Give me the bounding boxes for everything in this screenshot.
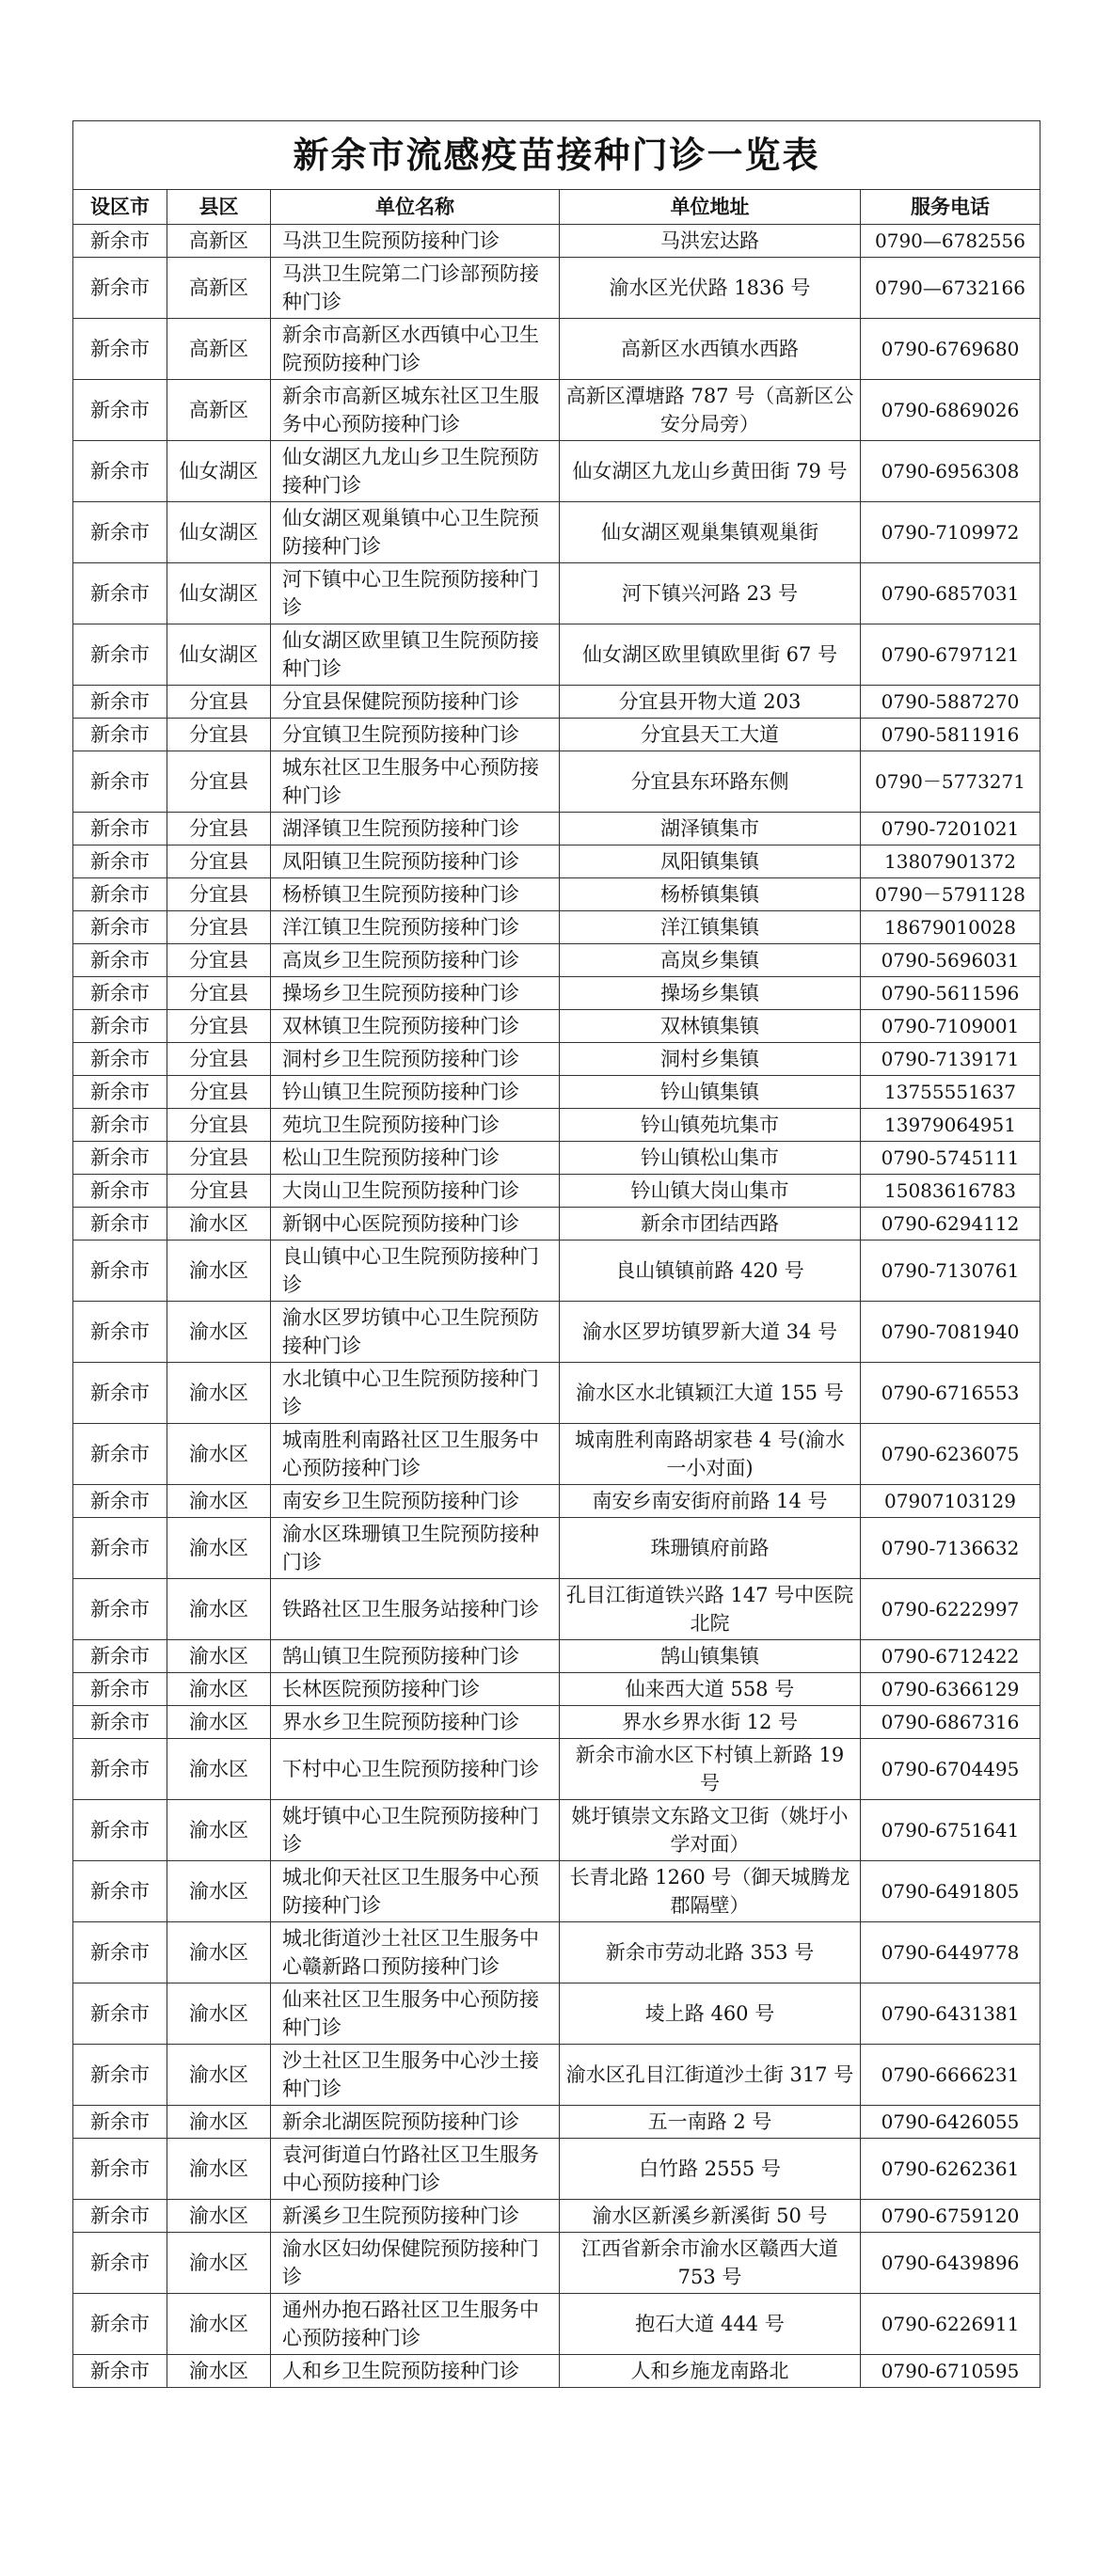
unit-name-cell: 钤山镇卫生院预防接种门诊 [271,1076,560,1109]
address-cell: 新余市劳动北路 353 号 [560,1922,861,1983]
phone-cell: 0790-6867316 [861,1706,1040,1739]
county-cell: 分宜县 [167,813,271,845]
table-row [73,719,1040,751]
city-cell: 新余市 [73,2233,167,2294]
county-cell: 渝水区 [167,2045,271,2106]
table-row [73,1142,1040,1175]
county-cell: 分宜县 [167,1010,271,1043]
table-row [73,1518,1040,1579]
phone-cell: 0790-6869026 [861,380,1040,441]
county-cell: 渝水区 [167,1983,271,2045]
city-cell: 新余市 [73,2106,167,2139]
phone-cell: 0790-7130761 [861,1241,1040,1302]
city-cell: 新余市 [73,502,167,563]
phone-cell: 0790-6857031 [861,563,1040,624]
phone-cell: 0790-7201021 [861,813,1040,845]
county-cell: 分宜县 [167,944,271,977]
phone-cell: 0790-6294112 [861,1208,1040,1241]
city-cell: 新余市 [73,1579,167,1640]
unit-name-col-header: 单位名称 [271,190,560,225]
county-cell: 渝水区 [167,1208,271,1241]
phone-cell: 0790-6712422 [861,1640,1040,1673]
city-cell: 新余市 [73,1706,167,1739]
table-row [73,624,1040,686]
county-col-header: 县区 [167,190,271,225]
address-cell: 堎上路 460 号 [560,1983,861,2045]
table-row [73,1076,1040,1109]
phone-cell: 0790-7109001 [861,1010,1040,1043]
table-row [73,380,1040,441]
address-cell: 界水乡界水街 12 号 [560,1706,861,1739]
county-cell: 渝水区 [167,2294,271,2355]
table-row [73,878,1040,911]
address-cell: 马洪宏达路 [560,225,861,258]
table-row [73,2139,1040,2200]
unit-name-cell: 姚圩镇中心卫生院预防接种门诊 [271,1800,560,1861]
city-cell: 新余市 [73,944,167,977]
unit-name-cell: 水北镇中心卫生院预防接种门诊 [271,1363,560,1424]
table-row [73,502,1040,563]
unit-name-cell: 分宜县保健院预防接种门诊 [271,686,560,719]
unit-name-cell: 良山镇中心卫生院预防接种门诊 [271,1241,560,1302]
phone-cell: 0790—6732166 [861,258,1040,319]
county-cell: 分宜县 [167,1043,271,1076]
table-body [73,225,1040,2388]
unit-name-cell: 马洪卫生院第二门诊部预防接种门诊 [271,258,560,319]
unit-name-cell: 人和乡卫生院预防接种门诊 [271,2355,560,2388]
address-cell: 分宜县开物大道 203 [560,686,861,719]
address-cell: 河下镇兴河路 23 号 [560,563,861,624]
table-row [73,1706,1040,1739]
county-cell: 仙女湖区 [167,563,271,624]
address-cell: 南安乡南安街府前路 14 号 [560,1485,861,1518]
county-cell: 渝水区 [167,1579,271,1640]
county-cell: 分宜县 [167,977,271,1010]
county-cell: 渝水区 [167,2106,271,2139]
address-cell: 凤阳镇集镇 [560,845,861,878]
address-cell: 杨桥镇集镇 [560,878,861,911]
table-row [73,1109,1040,1142]
address-cell: 新余市团结西路 [560,1208,861,1241]
table-row [73,813,1040,845]
table-row [73,2106,1040,2139]
county-cell: 渝水区 [167,1673,271,1706]
unit-name-cell: 仙女湖区观巢镇中心卫生院预防接种门诊 [271,502,560,563]
unit-name-cell: 沙土社区卫生服务中心沙土接种门诊 [271,2045,560,2106]
phone-cell: 0790-6439896 [861,2233,1040,2294]
city-cell: 新余市 [73,977,167,1010]
address-cell: 渝水区光伏路 1836 号 [560,258,861,319]
vaccination-table-sheet [72,120,1040,2388]
city-cell: 新余市 [73,1485,167,1518]
phone-cell: 0790-6426055 [861,2106,1040,2139]
county-cell: 渝水区 [167,1922,271,1983]
unit-name-cell: 渝水区罗坊镇中心卫生院预防接种门诊 [271,1302,560,1363]
address-cell: 洋江镇集镇 [560,911,861,944]
table-row [73,1208,1040,1241]
address-cell: 高新区潭塘路 787 号（高新区公安分局旁） [560,380,861,441]
county-cell: 渝水区 [167,2200,271,2233]
phone-cell: 0790-6262361 [861,2139,1040,2200]
county-cell: 渝水区 [167,1739,271,1800]
page-title: 新余市流感疫苗接种门诊一览表 [73,121,1040,190]
address-cell: 分宜县东环路东侧 [560,751,861,813]
county-cell: 分宜县 [167,686,271,719]
unit-name-cell: 分宜镇卫生院预防接种门诊 [271,719,560,751]
phone-cell: 0790-5611596 [861,977,1040,1010]
city-cell: 新余市 [73,1302,167,1363]
city-cell: 新余市 [73,1109,167,1142]
unit-name-cell: 洋江镇卫生院预防接种门诊 [271,911,560,944]
address-cell: 渝水区罗坊镇罗新大道 34 号 [560,1302,861,1363]
county-cell: 渝水区 [167,1861,271,1922]
unit-name-cell: 松山卫生院预防接种门诊 [271,1142,560,1175]
address-cell: 渝水区新溪乡新溪街 50 号 [560,2200,861,2233]
county-cell: 分宜县 [167,1142,271,1175]
address-cell: 五一南路 2 号 [560,2106,861,2139]
county-cell: 渝水区 [167,1518,271,1579]
address-cell: 孔目江街道铁兴路 147 号中医院北院 [560,1579,861,1640]
unit-name-cell: 城南胜利南路社区卫生服务中心预防接种门诊 [271,1424,560,1485]
table-row [73,1010,1040,1043]
phone-cell: 13807901372 [861,845,1040,878]
county-cell: 渝水区 [167,1241,271,1302]
table-row [73,1175,1040,1208]
address-cell: 城南胜利南路胡家巷 4 号(渝水一小对面) [560,1424,861,1485]
unit-name-cell: 苑坑卫生院预防接种门诊 [271,1109,560,1142]
table-row [73,1673,1040,1706]
city-cell: 新余市 [73,2139,167,2200]
table-row [73,2294,1040,2355]
unit-name-cell: 长林医院预防接种门诊 [271,1673,560,1706]
county-cell: 高新区 [167,380,271,441]
county-cell: 渝水区 [167,1424,271,1485]
phone-cell: 0790-6769680 [861,319,1040,380]
city-cell: 新余市 [73,2200,167,2233]
unit-name-cell: 仙来社区卫生服务中心预防接种门诊 [271,1983,560,2045]
phone-cell: 0790-6236075 [861,1424,1040,1485]
phone-cell: 0790-5887270 [861,686,1040,719]
city-cell: 新余市 [73,1241,167,1302]
county-cell: 渝水区 [167,1706,271,1739]
table-row [73,1485,1040,1518]
address-cell: 渝水区孔目江街道沙土街 317 号 [560,2045,861,2106]
phone-cell: 0790－5791128 [861,878,1040,911]
county-cell: 渝水区 [167,2355,271,2388]
phone-cell: 0790-6491805 [861,1861,1040,1922]
city-cell: 新余市 [73,1983,167,2045]
unit-name-cell: 渝水区珠珊镇卫生院预防接种门诊 [271,1518,560,1579]
address-cell: 仙女湖区九龙山乡黄田街 79 号 [560,441,861,502]
address-cell: 渝水区水北镇颖江大道 155 号 [560,1363,861,1424]
county-cell: 分宜县 [167,751,271,813]
table-row [73,1800,1040,1861]
city-cell: 新余市 [73,813,167,845]
phone-cell: 0790-7136632 [861,1518,1040,1579]
unit-name-cell: 仙女湖区九龙山乡卫生院预防接种门诊 [271,441,560,502]
table-row [73,977,1040,1010]
unit-name-cell: 杨桥镇卫生院预防接种门诊 [271,878,560,911]
city-col-header: 设区市 [73,190,167,225]
city-cell: 新余市 [73,441,167,502]
county-cell: 高新区 [167,319,271,380]
table-row [73,2233,1040,2294]
city-cell: 新余市 [73,1010,167,1043]
phone-cell: 0790—6782556 [861,225,1040,258]
unit-name-cell: 城北仰天社区卫生服务中心预防接种门诊 [271,1861,560,1922]
table-row [73,1363,1040,1424]
city-cell: 新余市 [73,686,167,719]
address-cell: 双林镇集镇 [560,1010,861,1043]
phone-cell: 0790－5773271 [861,751,1040,813]
phone-cell: 0790-7139171 [861,1043,1040,1076]
phone-cell: 07907103129 [861,1485,1040,1518]
phone-cell: 0790-5696031 [861,944,1040,977]
column-header-row [73,190,1040,225]
address-cell: 鹄山镇集镇 [560,1640,861,1673]
city-cell: 新余市 [73,563,167,624]
address-cell: 良山镇镇前路 420 号 [560,1241,861,1302]
phone-cell: 13979064951 [861,1109,1040,1142]
phone-cell: 0790-6956308 [861,441,1040,502]
address-cell: 仙女湖区观巢集镇观巢街 [560,502,861,563]
city-cell: 新余市 [73,2294,167,2355]
city-cell: 新余市 [73,1175,167,1208]
city-cell: 新余市 [73,319,167,380]
unit-name-cell: 袁河街道白竹路社区卫生服务中心预防接种门诊 [271,2139,560,2200]
table-row [73,1922,1040,1983]
address-cell: 操场乡集镇 [560,977,861,1010]
phone-cell: 0790-6431381 [861,1983,1040,2045]
address-cell: 江西省新余市渝水区赣西大道 753 号 [560,2233,861,2294]
county-cell: 渝水区 [167,2233,271,2294]
city-cell: 新余市 [73,878,167,911]
phone-cell: 0790-6222997 [861,1579,1040,1640]
county-cell: 高新区 [167,258,271,319]
address-cell: 白竹路 2555 号 [560,2139,861,2200]
city-cell: 新余市 [73,1861,167,1922]
address-cell: 钤山镇苑坑集市 [560,1109,861,1142]
unit-name-cell: 马洪卫生院预防接种门诊 [271,225,560,258]
phone-cell: 0790-6449778 [861,1922,1040,1983]
city-cell: 新余市 [73,1640,167,1673]
phone-cell: 0790-6797121 [861,624,1040,686]
table-row [73,2200,1040,2233]
unit-name-cell: 下村中心卫生院预防接种门诊 [271,1739,560,1800]
city-cell: 新余市 [73,845,167,878]
phone-cell: 0790-5745111 [861,1142,1040,1175]
unit-name-cell: 城东社区卫生服务中心预防接种门诊 [271,751,560,813]
clinic-table [72,120,1040,2388]
table-row [73,751,1040,813]
address-cell: 珠珊镇府前路 [560,1518,861,1579]
unit-name-cell: 操场乡卫生院预防接种门诊 [271,977,560,1010]
unit-name-cell: 仙女湖区欧里镇卫生院预防接种门诊 [271,624,560,686]
phone-cell: 0790-6666231 [861,2045,1040,2106]
city-cell: 新余市 [73,1363,167,1424]
address-cell: 高岚乡集镇 [560,944,861,977]
table-row [73,258,1040,319]
city-cell: 新余市 [73,1142,167,1175]
phone-cell: 0790-6710595 [861,2355,1040,2388]
county-cell: 仙女湖区 [167,441,271,502]
address-cell: 仙来西大道 558 号 [560,1673,861,1706]
address-cell: 人和乡施龙南路北 [560,2355,861,2388]
unit-name-cell: 湖泽镇卫生院预防接种门诊 [271,813,560,845]
phone-cell: 18679010028 [861,911,1040,944]
city-cell: 新余市 [73,225,167,258]
county-cell: 分宜县 [167,878,271,911]
table-row [73,1424,1040,1485]
phone-cell: 0790-6366129 [861,1673,1040,1706]
city-cell: 新余市 [73,380,167,441]
phone-cell: 13755551637 [861,1076,1040,1109]
county-cell: 仙女湖区 [167,624,271,686]
city-cell: 新余市 [73,719,167,751]
city-cell: 新余市 [73,1673,167,1706]
unit-name-cell: 新余北湖医院预防接种门诊 [271,2106,560,2139]
county-cell: 仙女湖区 [167,502,271,563]
table-row [73,944,1040,977]
unit-name-cell: 通州办抱石路社区卫生服务中心预防接种门诊 [271,2294,560,2355]
county-cell: 渝水区 [167,1302,271,1363]
unit-name-cell: 河下镇中心卫生院预防接种门诊 [271,563,560,624]
city-cell: 新余市 [73,1800,167,1861]
unit-name-cell: 双林镇卫生院预防接种门诊 [271,1010,560,1043]
address-cell: 仙女湖区欧里镇欧里街 67 号 [560,624,861,686]
address-cell: 姚圩镇崇文东路文卫街（姚圩小学对面） [560,1800,861,1861]
city-cell: 新余市 [73,1518,167,1579]
city-cell: 新余市 [73,1043,167,1076]
table-row [73,563,1040,624]
table-row [73,319,1040,380]
table-row [73,1739,1040,1800]
address-cell: 高新区水西镇水西路 [560,319,861,380]
phone-cell: 0790-6759120 [861,2200,1040,2233]
table-row [73,1241,1040,1302]
unit-name-cell: 鹄山镇卫生院预防接种门诊 [271,1640,560,1673]
phone-col-header: 服务电话 [861,190,1040,225]
phone-cell: 0790-6704495 [861,1739,1040,1800]
city-cell: 新余市 [73,2045,167,2106]
county-cell: 渝水区 [167,1640,271,1673]
address-cell: 钤山镇松山集市 [560,1142,861,1175]
unit-name-cell: 新余市高新区城东社区卫生服务中心预防接种门诊 [271,380,560,441]
county-cell: 渝水区 [167,1800,271,1861]
address-cell: 洞村乡集镇 [560,1043,861,1076]
table-row [73,911,1040,944]
phone-cell: 0790-6716553 [861,1363,1040,1424]
address-cell: 抱石大道 444 号 [560,2294,861,2355]
county-cell: 渝水区 [167,1363,271,1424]
unit-name-cell: 大岗山卫生院预防接种门诊 [271,1175,560,1208]
phone-cell: 0790-7081940 [861,1302,1040,1363]
unit-name-cell: 界水乡卫生院预防接种门诊 [271,1706,560,1739]
unit-name-cell: 城北街道沙土社区卫生服务中心赣新路口预防接种门诊 [271,1922,560,1983]
table-row [73,1861,1040,1922]
phone-cell: 0790-6226911 [861,2294,1040,2355]
unit-name-cell: 渝水区妇幼保健院预防接种门诊 [271,2233,560,2294]
address-cell: 分宜县天工大道 [560,719,861,751]
city-cell: 新余市 [73,1739,167,1800]
table-row [73,441,1040,502]
table-row [73,1579,1040,1640]
county-cell: 渝水区 [167,1485,271,1518]
unit-name-cell: 洞村乡卫生院预防接种门诊 [271,1043,560,1076]
city-cell: 新余市 [73,1922,167,1983]
city-cell: 新余市 [73,2355,167,2388]
unit-name-cell: 新钢中心医院预防接种门诊 [271,1208,560,1241]
city-cell: 新余市 [73,1076,167,1109]
unit-name-cell: 高岚乡卫生院预防接种门诊 [271,944,560,977]
phone-cell: 0790-5811916 [861,719,1040,751]
unit-name-cell: 凤阳镇卫生院预防接种门诊 [271,845,560,878]
phone-cell: 0790-7109972 [861,502,1040,563]
county-cell: 分宜县 [167,1109,271,1142]
table-row [73,2045,1040,2106]
table-row [73,1302,1040,1363]
county-cell: 渝水区 [167,2139,271,2200]
city-cell: 新余市 [73,751,167,813]
city-cell: 新余市 [73,624,167,686]
address-cell: 钤山镇大岗山集市 [560,1175,861,1208]
unit-name-cell: 南安乡卫生院预防接种门诊 [271,1485,560,1518]
address-cell: 新余市渝水区下村镇上新路 19 号 [560,1739,861,1800]
address-col-header: 单位地址 [560,190,861,225]
county-cell: 分宜县 [167,719,271,751]
city-cell: 新余市 [73,911,167,944]
county-cell: 分宜县 [167,845,271,878]
county-cell: 分宜县 [167,911,271,944]
city-cell: 新余市 [73,258,167,319]
unit-name-cell: 新余市高新区水西镇中心卫生院预防接种门诊 [271,319,560,380]
phone-cell: 0790-6751641 [861,1800,1040,1861]
unit-name-cell: 新溪乡卫生院预防接种门诊 [271,2200,560,2233]
phone-cell: 15083616783 [861,1175,1040,1208]
county-cell: 分宜县 [167,1076,271,1109]
table-row [73,686,1040,719]
unit-name-cell: 铁路社区卫生服务站接种门诊 [271,1579,560,1640]
table-row [73,1983,1040,2045]
table-row [73,2355,1040,2388]
table-row [73,1640,1040,1673]
city-cell: 新余市 [73,1424,167,1485]
address-cell: 钤山镇集镇 [560,1076,861,1109]
table-row [73,225,1040,258]
county-cell: 高新区 [167,225,271,258]
table-row [73,845,1040,878]
address-cell: 长青北路 1260 号（御天城腾龙郡隔壁） [560,1861,861,1922]
table-row [73,1043,1040,1076]
address-cell: 湖泽镇集市 [560,813,861,845]
city-cell: 新余市 [73,1208,167,1241]
county-cell: 分宜县 [167,1175,271,1208]
